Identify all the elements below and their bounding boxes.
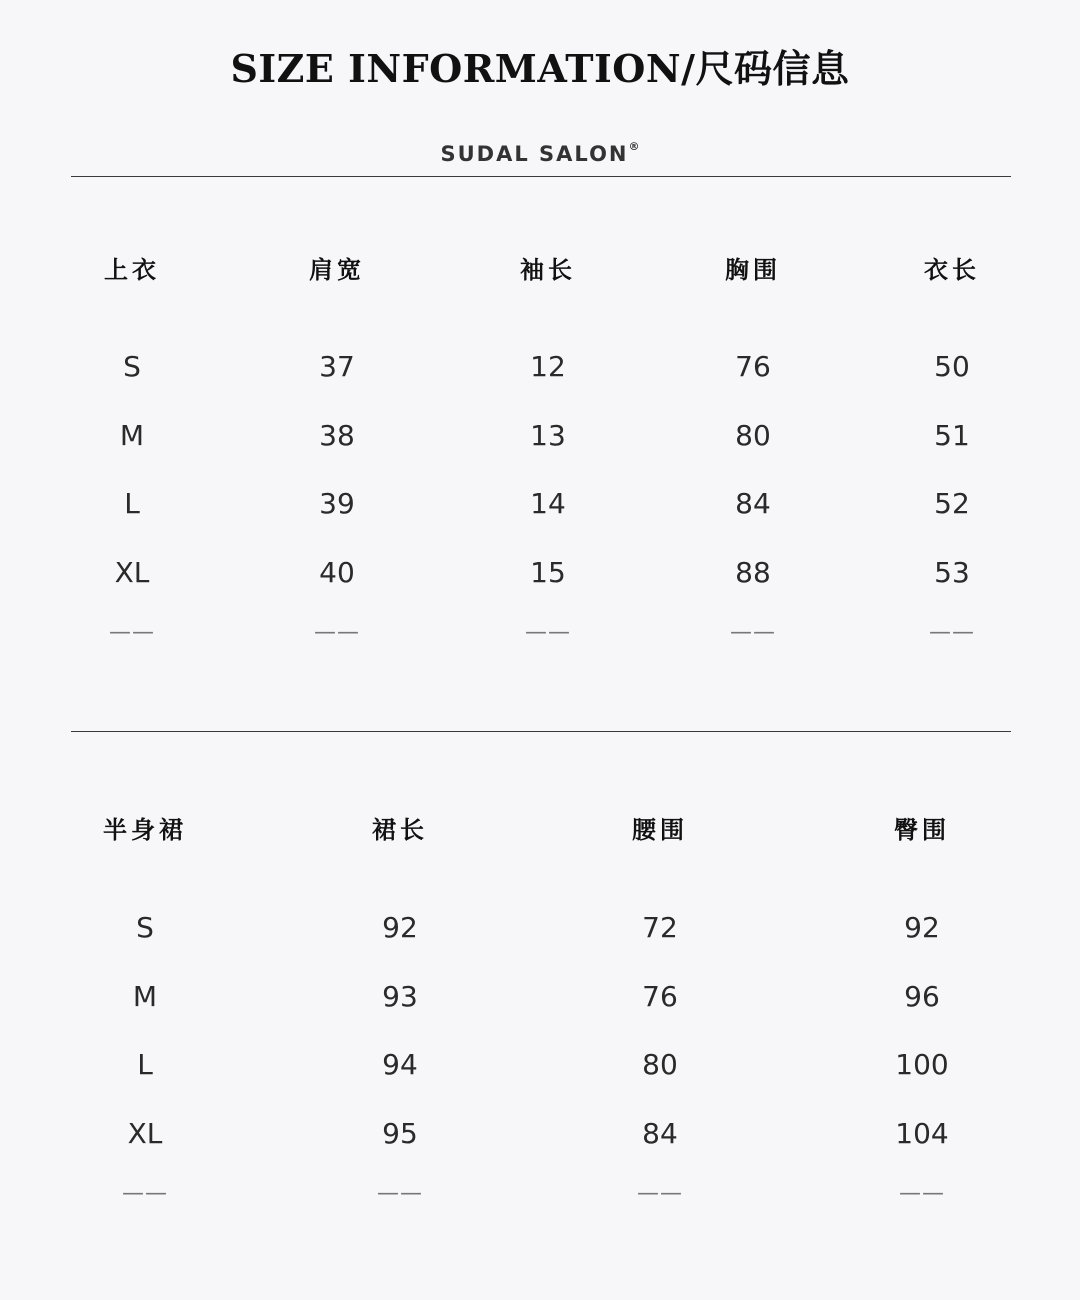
page-title: SIZE INFORMATION/尺码信息 xyxy=(230,46,850,91)
column-header: 上衣 xyxy=(104,256,160,284)
table-cell: 50 xyxy=(934,350,970,383)
size-label: S xyxy=(123,350,141,383)
table-cell: 104 xyxy=(895,1117,949,1150)
column-header: 衣长 xyxy=(924,256,980,284)
column-header: 胸围 xyxy=(725,256,781,284)
table-cell: 14 xyxy=(530,487,566,520)
column-header: 肩宽 xyxy=(309,256,365,284)
table-cell: —— xyxy=(637,1181,683,1206)
column-header: 袖长 xyxy=(520,256,576,284)
table-cell: —— xyxy=(377,1181,423,1206)
size-label: —— xyxy=(109,620,155,645)
size-label: L xyxy=(124,487,140,520)
table-cell: 84 xyxy=(735,487,771,520)
brand-logo xyxy=(0,142,1080,166)
size-label: M xyxy=(132,980,158,1013)
table-cell: 96 xyxy=(904,980,940,1013)
table-cell: 53 xyxy=(934,556,970,589)
column-header: 腰围 xyxy=(632,816,688,844)
table-cell: 93 xyxy=(382,980,418,1013)
size-label: XL xyxy=(114,556,150,589)
table-cell: 100 xyxy=(895,1048,949,1081)
brand-name: SUDAL SALON xyxy=(440,142,629,166)
table-cell: —— xyxy=(314,620,360,645)
table-cell: 12 xyxy=(530,350,566,383)
column-header: 臀围 xyxy=(894,816,950,844)
size-label: L xyxy=(137,1048,153,1081)
table-cell: 38 xyxy=(319,419,355,452)
table-cell: 52 xyxy=(934,487,970,520)
table-cell: 40 xyxy=(319,556,355,589)
table-cell: —— xyxy=(929,620,975,645)
table-cell: 37 xyxy=(319,350,355,383)
table-cell: —— xyxy=(730,620,776,645)
size-label: XL xyxy=(127,1117,163,1150)
size-label: M xyxy=(119,419,145,452)
table-cell: 76 xyxy=(735,350,771,383)
column-header: 裙长 xyxy=(372,816,428,844)
table-cell: 39 xyxy=(319,487,355,520)
table-cell: 92 xyxy=(904,911,940,944)
size-label: —— xyxy=(122,1181,168,1206)
table-cell: 80 xyxy=(642,1048,678,1081)
table-cell: 88 xyxy=(735,556,771,589)
table-cell: —— xyxy=(525,620,571,645)
table-cell: 15 xyxy=(530,556,566,589)
divider-top xyxy=(71,176,1011,177)
divider-middle xyxy=(71,731,1011,732)
size-label: S xyxy=(136,911,154,944)
table-cell: 94 xyxy=(382,1048,418,1081)
table-cell: —— xyxy=(899,1181,945,1206)
table-cell: 51 xyxy=(934,419,970,452)
table-cell: 95 xyxy=(382,1117,418,1150)
table-cell: 92 xyxy=(382,911,418,944)
registered-mark: ® xyxy=(628,140,640,153)
table-cell: 84 xyxy=(642,1117,678,1150)
table-cell: 72 xyxy=(642,911,678,944)
table-cell: 13 xyxy=(530,419,566,452)
table-cell: 76 xyxy=(642,980,678,1013)
column-header: 半身裙 xyxy=(103,816,187,844)
table-cell: 80 xyxy=(735,419,771,452)
